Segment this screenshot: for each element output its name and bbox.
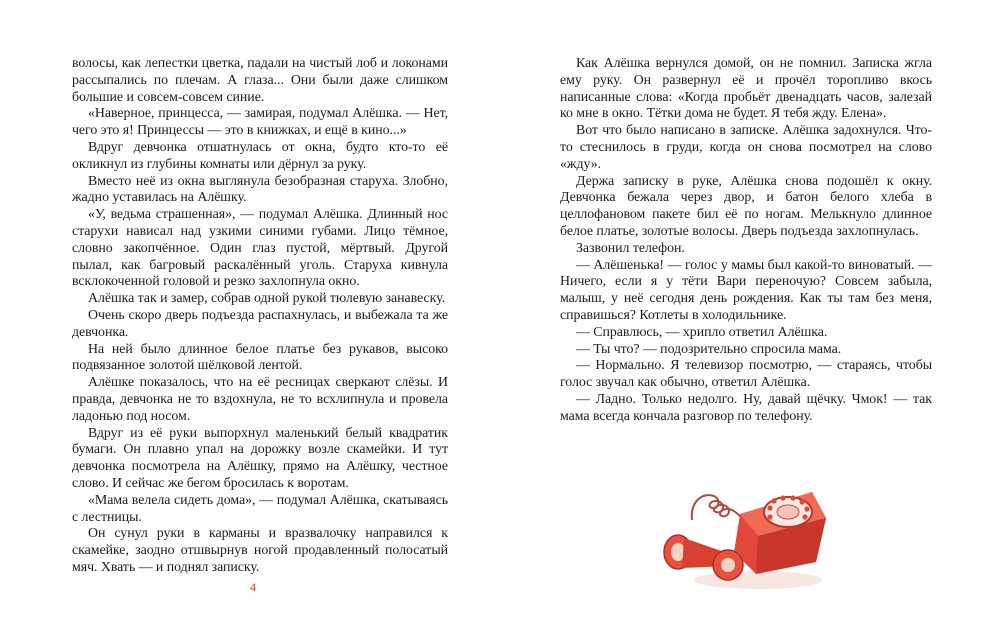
left-page-text <box>72 56 448 577</box>
paragraph: «У, ведьма страшенная», — подумал Алёшка. Длинный нос старухи нависал над узкими синими губами. Лицо тёмное, словно закопчённое. Один глаз пустой, мёртвый. Другой пылал, как багровый раскалённый уголь. Старуха кивнула всклокоченной головой и резко захлопнула окно. <box>72 207 448 290</box>
paragraph: волосы, как лепестки цветка, падали на чистый лоб и локонами рассыпались по плечам. А глаза... Они были даже слишком большие и совсем-совсем синие. <box>72 56 448 105</box>
paragraph: Вот что было написано в записке. Алёшка задохнулся. Что-то стеснилось в груди, когда он снова посмотрел на слово «жду». <box>560 123 932 172</box>
paragraph: Держа записку в руке, Алёшка снова подошёл к окну. Девчонка бежала через двор, и батон белого хлеба в целлофановом пакете бил её по ногам. Мелькнуло длинное белое платье, золотые волосы. Дверь подъезда захлопнулась. <box>560 173 932 239</box>
paragraph: — Справлюсь, — хрипло ответил Алёшка. <box>576 324 828 340</box>
paragraph: На ней было длинное белое платье без рукавов, высоко подвязанное золотой шёлковой лентой. <box>72 341 448 374</box>
paragraph: «Мама велела сидеть дома», — подумал Алёшка, скатываясь с лестницы. <box>72 492 448 525</box>
paragraph: Вдруг из её руки выпорхнул маленький белый квадратик бумаги. Он плавно упал на дорожку возле скамейки. И тут девчонка посмотрела на Алёшку, прямо на Алёшку, честное слово. И сейчас же бегом бросилась к воротам. <box>72 425 448 491</box>
paragraph: Вместо неё из окна выглянула безобразная старуха. Злобно, жадно уставилась на Алёшку. <box>72 173 448 206</box>
left-page <box>72 56 448 577</box>
paragraph: Очень скоро дверь подъезда распахнулась, и выбежала та же девчонка. <box>72 307 448 340</box>
paragraph: Вдруг девчонка отшатнулась от окна, будто кто-то её окликнул из глубины комнаты или дёрнул за руку. <box>72 139 448 172</box>
paragraph: — Ладно. Только недолго. Ну, давай щёчку. Чмок! — так мама всегда кончала разговор по телефону. <box>560 391 932 424</box>
paragraph: Зазвонил телефон. <box>576 240 685 256</box>
paragraph: — Ты что? — подозрительно спросила мама. <box>576 341 842 357</box>
paragraph: — Нормально. Я телевизор посмотрю, — стараясь, чтобы голос звучал как обычно, ответил Алёшка. <box>560 358 932 391</box>
paragraph: «Наверное, принцесса, — замирая, подумал Алёшка. — Нет, чего это я! Принцессы — это в книжках, и ещё в кино...» <box>72 106 448 139</box>
paragraph: Он сунул руки в карманы и вразвалочку направился к скамейке, заодно отшвырнув ногой продавленный полосатый мяч. Хвать — и поднял записку. <box>72 526 448 575</box>
right-page <box>560 56 932 426</box>
paragraph: Алёшке показалось, что на её ресницах сверкают слёзы. И правда, девчонка не то вздохнула, не то всхлипнула и провела ладонью под носом. <box>72 375 448 424</box>
paragraph: — Алёшенька! — голос у мамы был какой-то виноватый. — Ничего, если я у тёти Вари переночую? Совсем забыла, малыш, у неё сегодня день рождения. Как ты там без меня, справишься? Котлеты в холодильнике. <box>560 257 932 323</box>
paragraph: Как Алёшка вернулся домой, он не помнил. Записка жгла ему руку. Он развернул её и прочёл торопливо вкось написанные слова: «Когда пробьёт двенадцать часов, залезай ко мне в окно. Тётки дома не будет. Я тебя жду. Елена». <box>560 56 932 122</box>
rotary-telephone-icon <box>662 462 832 597</box>
right-page-text <box>560 56 932 426</box>
page-number: 4 <box>250 580 256 594</box>
paragraph: Алёшка так и замер, собрав одной рукой тюлевую занавеску. <box>88 291 446 307</box>
